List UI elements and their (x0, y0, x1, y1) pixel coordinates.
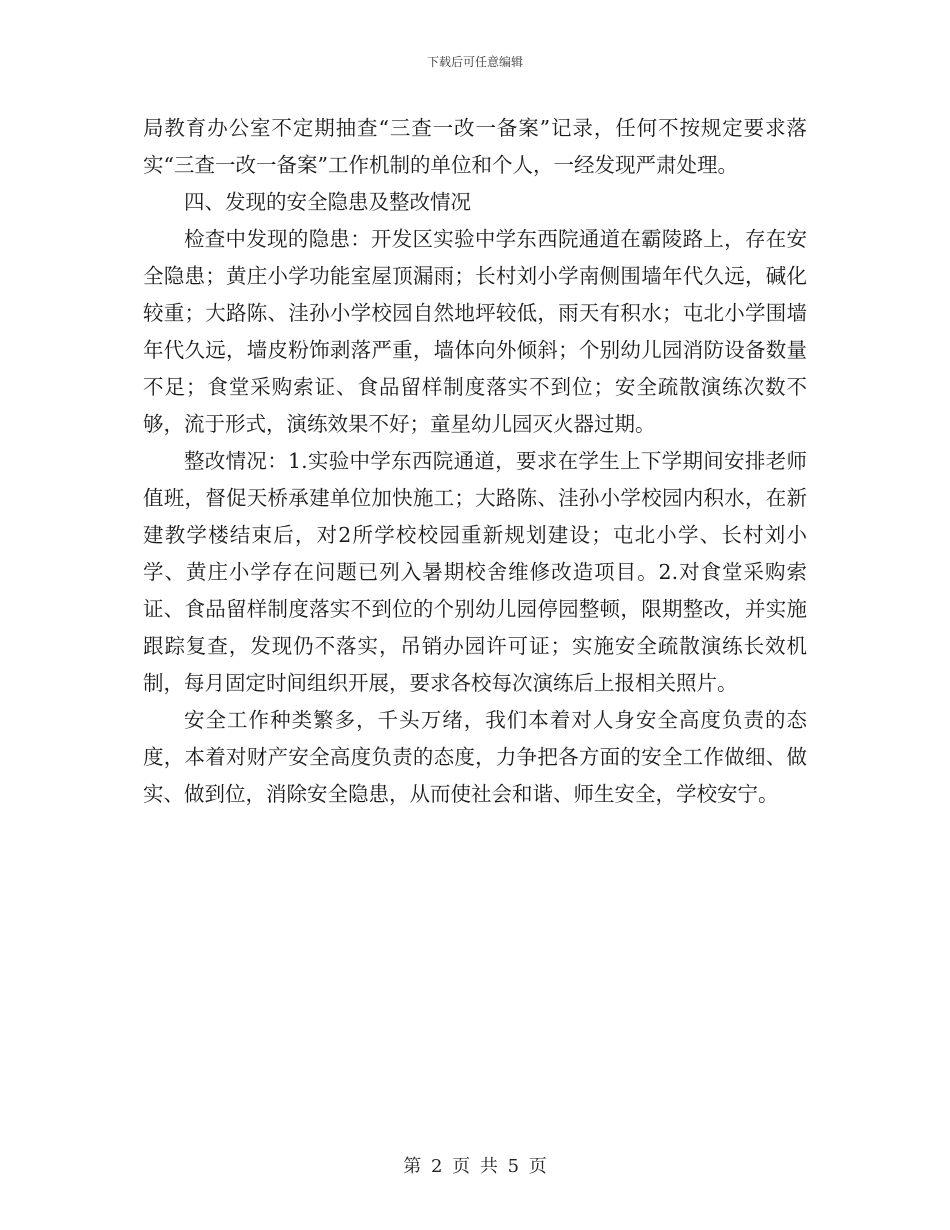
paragraph-conclusion: 安全工作种类繁多，千头万绪，我们本着对人身安全高度负责的态度，本着对财产安全高度负责的态度，力争把各方面的安全工作做细、做实、做到位，消除安全隐患，从而使社会和谐、师生安全，学校安宁。 (143, 708, 807, 806)
page-header-note: 下载后可任意编辑 (426, 55, 523, 69)
page-number: 第 2 页 共 5 页 (403, 1156, 547, 1177)
section-heading-4: 四、发现的安全隐患及整改情况 (184, 190, 471, 214)
document-body (143, 110, 807, 813)
paragraph-rectification: 整改情况：1.实验中学东西院通道，要求在学生上下学期间安排老师值班，督促天桥承建单位加快施工；大路陈、洼孙小学校园内积水，在新建教学楼结束后，对2所学校校园重新规划建设；屯北小学、长村刘小学、黄庄小学存在问题已列入暑期校舍维修改造项目。2.对食堂采购索证、食品留样制度落实不到位的个别幼儿园停园整顿，限期整改，并实施跟踪复查，发现仍不落实，吊销办园许可证；实施安全疏散演练长效机制，每月固定时间组织开展，要求各校每次演练后上报相关照片。 (143, 449, 807, 695)
paragraph-hazards: 检查中发现的隐患：开发区实验中学东西院通道在霸陵路上，存在安全隐患；黄庄小学功能室屋顶漏雨；长村刘小学南侧围墙年代久远，碱化较重；大路陈、洼孙小学校园自然地坪较低，雨天有积水；屯北小学围墙年代久远，墙皮粉饰剥落严重，墙体向外倾斜；个别幼儿园消防设备数量不足；食堂采购索证、食品留样制度落实不到位；安全疏散演练次数不够，流于形式，演练效果不好；童星幼儿园灭火器过期。 (143, 227, 807, 436)
paragraph-1: 局教育办公室不定期抽查“三查一改一备案”记录，任何不按规定要求落实“三查一改一备案”工作机制的单位和个人，一经发现严肃处理。 (143, 116, 807, 177)
